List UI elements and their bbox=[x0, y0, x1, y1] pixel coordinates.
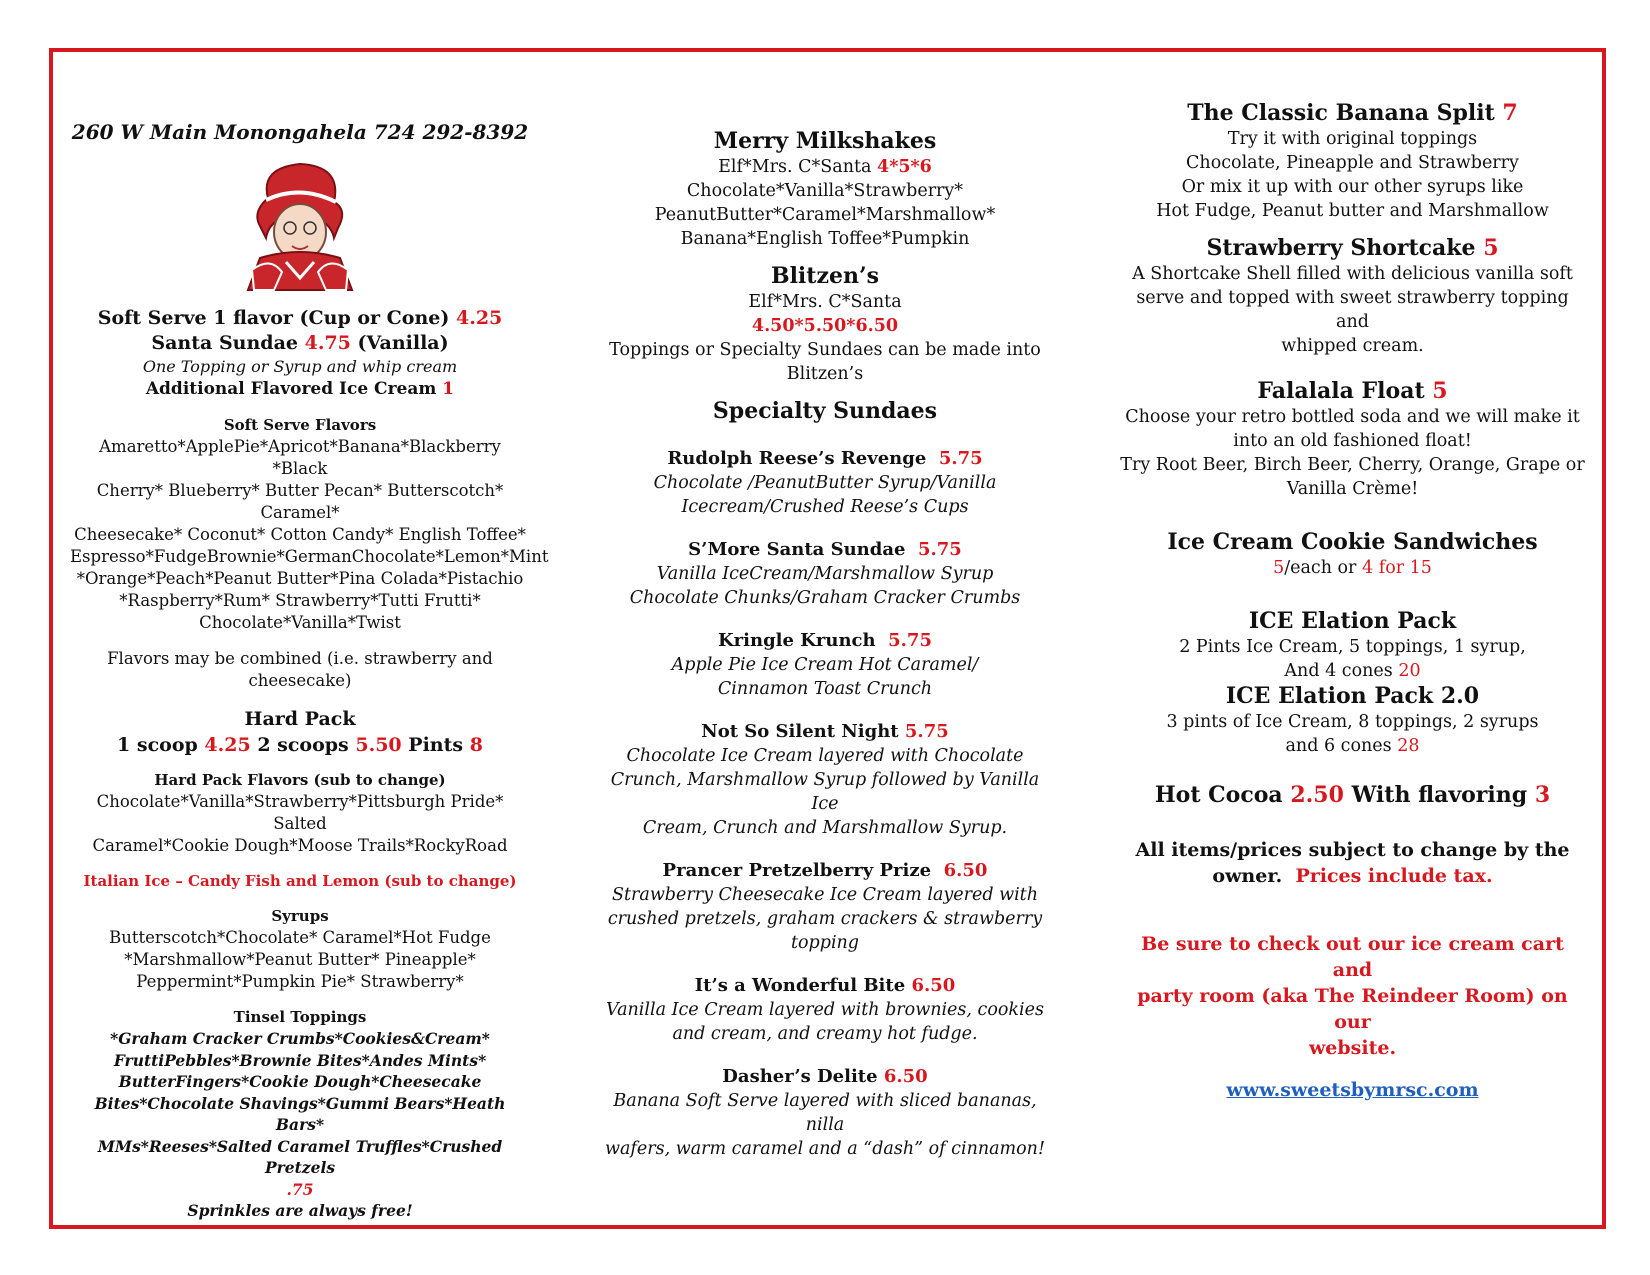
blitzen-prices: 4.50*5.50*6.50 bbox=[751, 316, 899, 336]
toppings-price: .75 bbox=[286, 1179, 314, 1199]
mrs-claus-mascot-icon bbox=[230, 158, 370, 296]
column-middle bbox=[595, 128, 1055, 1161]
sundae-item: Prancer Pretzelberry Prize 6.50 Strawberry Cheesecake Ice Cream layered with crushed pretzels, graham crackers & strawberry topping bbox=[607, 860, 1043, 953]
cookie-sandwich-section: Ice Cream Cookie Sandwiches 5/each or 4 for 15 bbox=[1167, 529, 1538, 578]
milkshake-flavors: Chocolate*Vanilla*Strawberry* PeanutButter*Caramel*Marshmallow* Banana*English Toffee*Pumpkin bbox=[654, 181, 996, 249]
italian-ice-line: Italian Ice – Candy Fish and Lemon (sub to change) bbox=[83, 872, 517, 890]
address-phone: 260 W Main Monongahela 724 292-8392 bbox=[71, 120, 529, 144]
sundae-item: Kringle Krunch 5.75 Apple Pie Ice Cream Hot Caramel/ Cinnamon Toast Crunch bbox=[671, 630, 979, 699]
sundae-item: S’More Santa Sundae 5.75 Vanilla IceCream/Marshmallow Syrup Chocolate Chunks/Graham Cracker Crumbs bbox=[629, 539, 1021, 608]
blitzens-title: Blitzen’s bbox=[770, 263, 879, 289]
disclaimer: All items/prices subject to change by the owner. Prices include tax. bbox=[1135, 839, 1570, 887]
column-right bbox=[1120, 100, 1585, 1101]
float-section: Falalala Float 5 Choose your retro bottled soda and we will make it into an old fashioned float! Try Root Beer, Birch Beer, Cherry, Orange, Grape or Vanilla Crème! bbox=[1120, 378, 1585, 499]
soft-serve-flavors-list: Amaretto*ApplePie*Apricot*Banana*Blackberry *Black Cherry* Blueberry* Butter Pecan* Butterscotch* Caramel* Cheesecake* Coconut* Cotton Candy* English Toffee* Espresso*FudgeBrownie*GermanChocolate*Lemon*Mint *Orange*Peach*Peanut Butter*Pina Colada*Pistachio *Raspberry*Rum* Strawberry*Tutti Frutti* Chocolate*Vanilla*Twist bbox=[70, 437, 549, 632]
soft-serve-flavors-title: Soft Serve Flavors bbox=[223, 416, 377, 434]
sundae-item: Rudolph Reese’s Revenge 5.75 Chocolate /PeanutButter Syrup/Vanilla Icecream/Crushed Reese’s Cups bbox=[653, 448, 997, 517]
sundae-item: It’s a Wonderful Bite 6.50 Vanilla Ice Cream layered with brownies, cookies and cream, and creamy hot fudge. bbox=[606, 975, 1044, 1044]
syrups-list: Butterscotch*Chocolate* Caramel*Hot Fudge *Marshmallow*Peanut Butter* Pineapple* Peppermint*Pumpkin Pie* Strawberry* bbox=[109, 928, 491, 991]
blitzen-note: Toppings or Specialty Sundaes can be made into Blitzen’s bbox=[609, 340, 1041, 384]
hot-cocoa-line: Hot Cocoa 2.50 With flavoring 3 bbox=[1154, 782, 1551, 808]
sundae-item: Not So Silent Night 5.75 Chocolate Ice Cream layered with Chocolate Crunch, Marshmallow Syrup followed by Vanilla Ice Cream, Crunch and Marshmallow Syrup. bbox=[610, 721, 1040, 838]
toppings-title: Tinsel Toppings bbox=[233, 1008, 367, 1026]
hard-pack-title: Hard Pack bbox=[244, 708, 356, 730]
sundae-item: Dasher’s Delite 6.50 Banana Soft Serve layered with sliced bananas, nilla wafers, warm caramel and a “dash” of cinnamon! bbox=[605, 1066, 1045, 1159]
banana-split-section: The Classic Banana Split 7 Try it with original toppings Chocolate, Pineapple and Strawberry Or mix it up with our other syrups like Hot Fudge, Peanut butter and Marshmallow bbox=[1156, 100, 1549, 221]
blitzen-sizes: Elf*Mrs. C*Santa bbox=[748, 292, 902, 312]
elation-pack-section: ICE Elation Pack 2 Pints Ice Cream, 5 toppings, 1 syrup, And 4 cones 20 bbox=[1179, 608, 1526, 681]
website-link[interactable]: www.sweetsbymrsc.com bbox=[1226, 1079, 1479, 1101]
hard-pack-prices: 1 scoop 4.25 2 scoops 5.50 Pints 8 bbox=[117, 734, 483, 756]
promo-note: Be sure to check out our ice cream cart and party room (aka The Reindeer Room) on our website. bbox=[1137, 933, 1568, 1059]
sundae-note: One Topping or Syrup and whip cream bbox=[142, 357, 458, 376]
milkshakes-title: Merry Milkshakes bbox=[713, 128, 937, 154]
specialty-sundaes-title: Specialty Sundaes bbox=[712, 398, 938, 424]
santa-sundae-line: Santa Sundae 4.75 (Vanilla) bbox=[151, 332, 449, 354]
additional-flavor-line: Additional Flavored Ice Cream 1 bbox=[145, 379, 455, 399]
shortcake-section: Strawberry Shortcake 5 A Shortcake Shell filled with delicious vanilla soft serve and topped with sweet strawberry topping and whipped cream. bbox=[1132, 235, 1573, 356]
soft-serve-line: Soft Serve 1 flavor (Cup or Cone) 4.25 bbox=[97, 307, 503, 329]
sprinkles-note: Sprinkles are always free! bbox=[187, 1201, 413, 1220]
syrups-title: Syrups bbox=[271, 907, 329, 925]
combine-note: Flavors may be combined (i.e. strawberry and cheesecake) bbox=[107, 649, 493, 690]
hard-pack-flavors-title: Hard Pack Flavors (sub to change) bbox=[154, 771, 446, 789]
hard-pack-flavors-list: Chocolate*Vanilla*Strawberry*Pittsburgh Pride* Salted Caramel*Cookie Dough*Moose Trails*RockyRoad bbox=[92, 792, 508, 855]
column-left bbox=[70, 120, 549, 1222]
milkshake-sizes: Elf*Mrs. C*Santa 4*5*6 bbox=[718, 157, 932, 177]
elation-pack-2-section: ICE Elation Pack 2.0 3 pints of Ice Cream, 8 toppings, 2 syrups and 6 cones 28 bbox=[1166, 683, 1539, 756]
toppings-list: *Graham Cracker Crumbs*Cookies&Cream* FruttiPebbles*Brownie Bites*Andes Mints* ButterFingers*Cookie Dough*Cheesecake Bites*Chocolate Shavings*Gummi Bears*Heath Bars* MMs*Reeses*Salted Caramel Truffles*Crushed Pretzels .75 Sprinkles are always free! bbox=[70, 1028, 530, 1222]
